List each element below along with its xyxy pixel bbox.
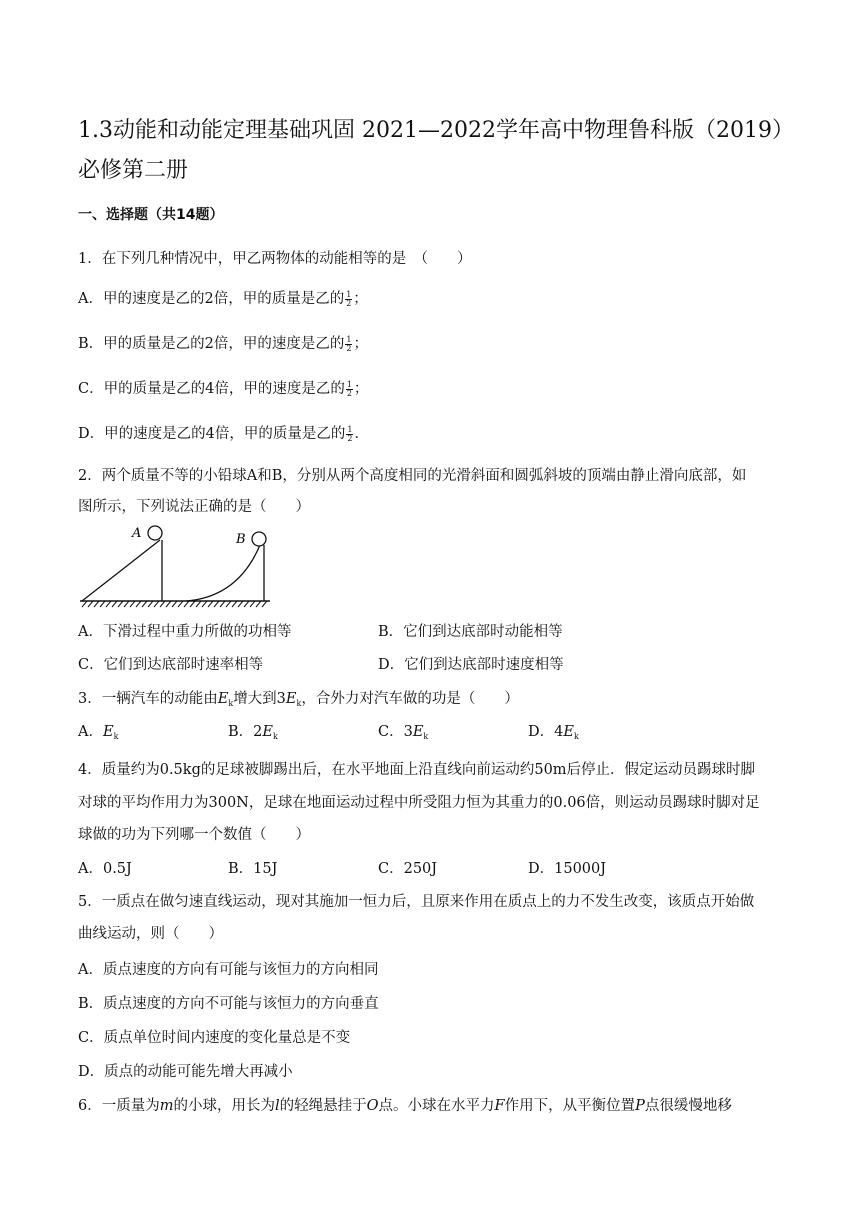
- arc-slope-b: [186, 532, 266, 601]
- label-b: B: [236, 532, 246, 547]
- q1-option-b: B．甲的质量是乙的2倍，甲的速度是乙的 $\frac{1}{2}$ ；: [78, 334, 368, 353]
- q4-stem-line-2: 对球的平均作用力为300N，足球在地面运动过程中所受阻力恒为其重力的0.06倍，则运动员踢球时脚对足: [78, 795, 760, 811]
- q1-option-a: A．甲的速度是乙的2倍，甲的质量是乙的 $\frac{1}{2}$ ；: [78, 289, 368, 308]
- q1-option-a-text: A．甲的速度是乙的2倍，甲的质量是乙的: [78, 291, 345, 307]
- fraction-one-half: $\frac{1}{2}$: [346, 289, 352, 308]
- q4-option-c: C．250J: [378, 861, 438, 877]
- q1-option-d: D．甲的速度是乙的4倍，甲的质量是乙的 $\frac{1}{2}$ ．: [78, 424, 369, 443]
- q2-option-c: C．它们到达底部时速率相等: [78, 657, 264, 673]
- q1-option-b-text: B．甲的质量是乙的2倍，甲的速度是乙的: [78, 336, 345, 352]
- q2-option-a: A．下滑过程中重力所做的功相等: [78, 624, 292, 640]
- fraction-one-half: $\frac{1}{2}$: [346, 379, 352, 398]
- section-heading-multiple-choice: 一、选择题（共14题）: [78, 207, 224, 223]
- q3-option-b: B．$2E_k$: [228, 724, 278, 741]
- q2-option-b: B．它们到达底部时动能相等: [378, 624, 563, 640]
- q4-stem-line-1: 4．质量约为0.5kg的足球被脚踢出后，在水平地面上沿直线向前运动约50m后停止．假定运动员踢球时脚: [78, 762, 756, 778]
- document-title-line-2: 必修第二册: [78, 158, 189, 183]
- q5-stem-line-1: 5．一质点在做匀速直线运动，现对其施加一恒力后，且原来作用在质点上的力不发生改变，该质点开始做: [78, 894, 755, 910]
- q6-stem-line-1: 6．一质量为m的小球，用长为l的轻绳悬挂于O点。小球在水平力F作用下，从平衡位置P点很缓慢地移: [78, 1098, 732, 1114]
- label-a: A: [132, 526, 142, 541]
- q1-stem: 1．在下列几种情况中，甲乙两物体的动能相等的是 （ ）: [78, 251, 472, 267]
- q2-stem-line-1: 2．两个质量不等的小铅球A和B，分别从两个高度相同的光滑斜面和圆弧斜坡的顶端由静止滑向底部，如: [78, 468, 747, 484]
- q1-option-c: C．甲的质量是乙的4倍，甲的速度是乙的 $\frac{1}{2}$ ；: [78, 379, 369, 398]
- document-title-line-1: 1.3动能和动能定理基础巩固 2021—2022学年高中物理鲁科版（2019）: [78, 118, 794, 143]
- q3-stem: 3．一辆汽车的动能由$E_k$增大到$3E_k$，合外力对汽车做的功是（ ）: [78, 691, 519, 708]
- q5-option-a: A．质点速度的方向有可能与该恒力的方向相同: [78, 962, 379, 978]
- q1-option-d-text: D．甲的速度是乙的4倍，甲的质量是乙的: [78, 426, 346, 442]
- q4-option-b: B．15J: [228, 861, 278, 877]
- q4-stem-line-3: 球做的功为下列哪一个数值（ ）: [78, 827, 310, 843]
- q2-option-d: D．它们到达底部时速度相等: [378, 657, 564, 673]
- ball-a: [148, 526, 162, 540]
- q3-option-a: A．$E_k$: [78, 724, 119, 741]
- q5-option-d: D．质点的动能可能先增大再减小: [78, 1064, 293, 1080]
- q5-option-c: C．质点单位时间内速度的变化量总是不变: [78, 1030, 351, 1046]
- q4-option-a: A．0.5J: [78, 861, 132, 877]
- q4-option-d: D．15000J: [528, 861, 607, 877]
- q5-stem-line-2: 曲线运动，则（ ）: [78, 926, 223, 942]
- q5-option-b: B．质点速度的方向不可能与该恒力的方向垂直: [78, 996, 379, 1012]
- q1-option-c-text: C．甲的质量是乙的4倍，甲的速度是乙的: [78, 381, 345, 397]
- q2-stem-line-2: 图所示，下列说法正确的是（ ）: [78, 499, 310, 515]
- ground-hatching: [80, 601, 270, 607]
- q2-figure-slope-and-arc: [78, 523, 278, 609]
- q3-option-c: C．$3E_k$: [378, 724, 429, 741]
- fraction-one-half: $\frac{1}{2}$: [347, 424, 353, 443]
- ball-b: [252, 532, 266, 546]
- q3-option-d: D．$4E_k$: [528, 724, 579, 741]
- incline-a: [82, 526, 162, 601]
- fraction-one-half: $\frac{1}{2}$: [346, 334, 352, 353]
